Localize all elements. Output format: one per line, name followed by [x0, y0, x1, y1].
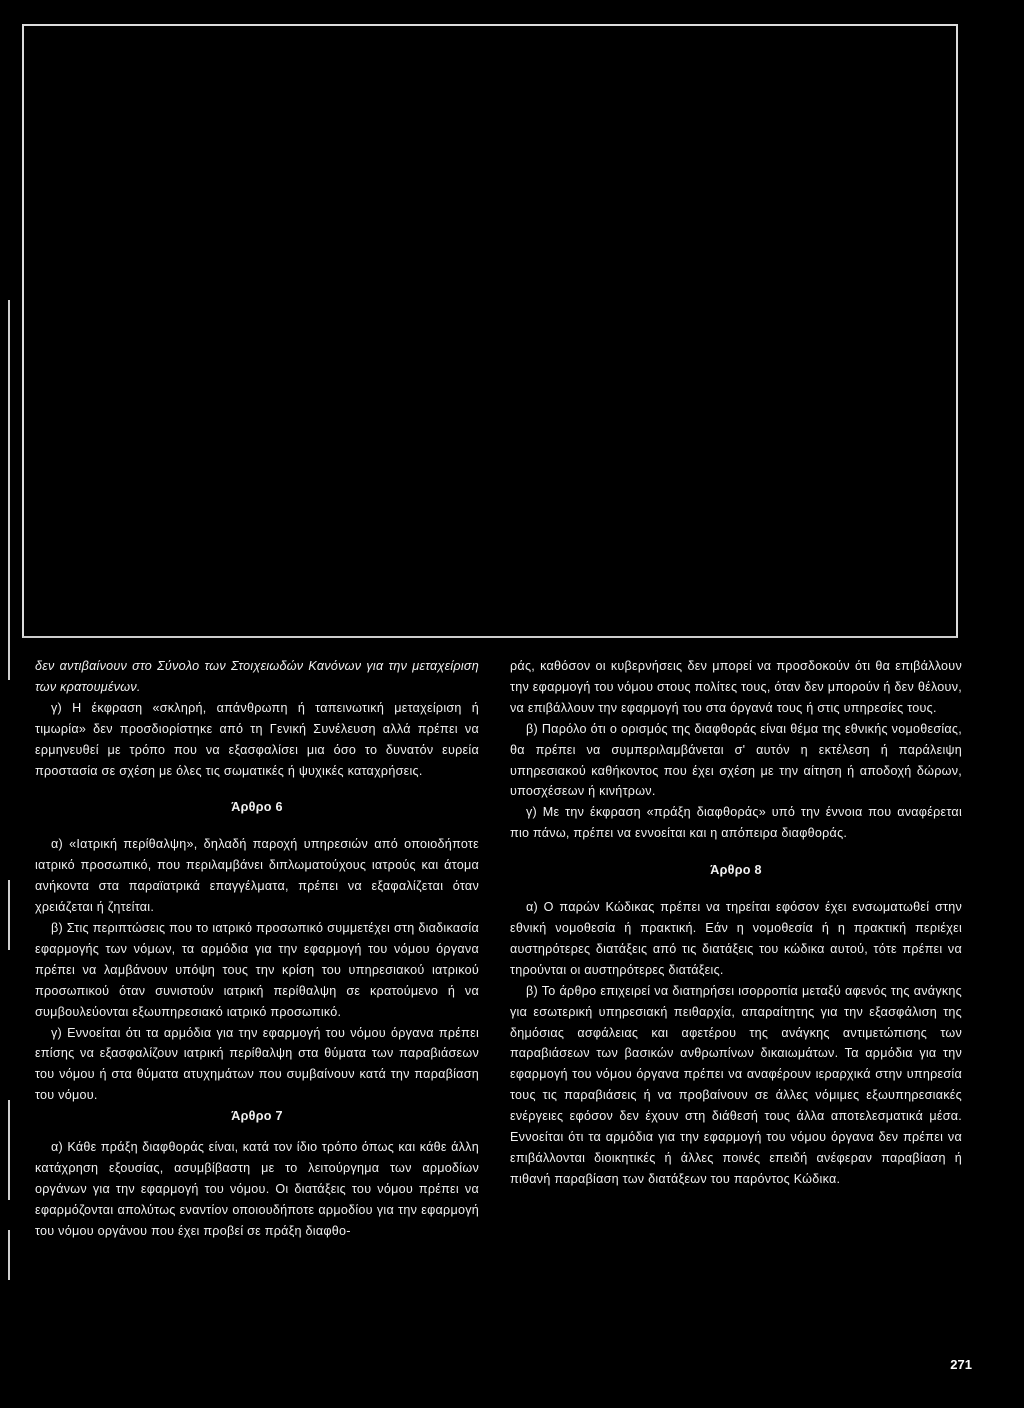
paragraph: γ) Με την έκφραση «πράξη διαφθοράς» υπό την έννοια που αναφέρεται πιο πάνω, πρέπει να εννοείται και η απόπειρα διαφθοράς. — [510, 805, 962, 841]
paragraph: β) Στις περιπτώσεις που το ιατρικό προσωπικό συμμετέχει στη διαδικασία εφαρμογής των νόμων, τα αρμόδια για την εφαρμογή του νόμου όργανα πρέπει να λαμβάνουν υπόψη τους την κρίση του υπηρεσιακού ιατρικού προσωπικού όταν συνιστούν ιατρική περίθαλψη σε κρατούμενο ή να συμβουλεύονται εξωυπηρεσιακό ιατρικό προσωπικό. — [35, 920, 479, 1019]
paragraph: ράς, καθόσον οι κυβερνήσεις δεν μπορεί να προσδοκούν ότι θα επιβάλλουν την εφαρμογή του νόμου στους πολίτες τους, όταν δεν μπορούν ή δεν θέλουν, να επιβάλλουν την εφαρμογή του στα όργανά τους ή στις υπηρεσίες τους. — [510, 659, 962, 715]
margin-rule — [8, 1100, 10, 1200]
paragraph: δεν αντιβαίνουν στο Σύνολο των Στοιχειωδών Κανόνων για την μεταχείριση των κρατουμένων. — [35, 659, 479, 694]
paragraph: γ) Εννοείται ότι τα αρμόδια για την εφαρμογή του νόμου όργανα πρέπει επίσης να εξασφαλίζουν ιατρική περίθαλψη στα θύματα των παραβιάσεων του νόμου ή στα θύματα ατυχημάτων που συμβαίνουν κατά την παραβίαση του νόμου. — [35, 1025, 479, 1103]
page-number: 271 — [950, 1357, 972, 1372]
margin-rule — [8, 1230, 10, 1280]
margin-rule — [8, 880, 10, 950]
paragraph: α) «Ιατρική περίθαλψη», δηλαδή παροχή υπηρεσιών από οποιοδήποτε ιατρικό προσωπικό, που περιλαμβάνει διπλωματούχους ιατρούς και άτομα ανήκοντα στα παραϊατρικά επαγγέλματα, πρέπει να εξαφαλίζεται όταν χρειάζεται ή ζητείται. — [35, 837, 479, 915]
margin-rule — [8, 300, 10, 680]
paragraph: α) Ο παρών Κώδικας πρέπει να τηρείται εφόσον έχει ενσωματωθεί στην εθνική νομοθεσία ή πρακτική. Εάν η νομοθεσία ή η πρακτική περιέχει αυστηρότερες διατάξεις από τις διατάξεις του κώδικα αυτού, τότε πρέπει να τηρούνται οι αυστηρότερες διατάξεις. — [510, 900, 962, 977]
paragraph: β) Το άρθρο επιχειρεί να διατηρήσει ισορροπία μεταξύ αφενός της ανάγκης για εσωτερική υπηρεσιακή πειθαρχία, απαραίτητης για την εξασφάλιση της δημόσιας ασφάλειας και αφετέρου της ανάγκης αντιμετώπισης των παραβιάσεων των βασικών ανθρωπίνων δικαιωμάτων. Τα αρμόδια για την εφαρμογή του νόμου όργανα πρέπει να αναφέρουν ιεραρχικά στην υπηρεσία τους τις παραβιάσεις ή να προβαίνουν σε άλλες νόμιμες εξωυπηρεσιακές ενέργειες εφόσον δεν έχουν στη διάθεσή τους άλλα αποτελεσματικά μέσα. Εννοείται ότι τα αρμόδια για την εφαρμογή του νόμου όργανα δεν πρέπει να επιβάλλονται διοικητικές ή άλλες ποινές επειδή ανέφεραν παραβίαση ή πιθανή παραβίαση των διατάξεων του παρόντος Κώδικα. — [510, 983, 962, 1186]
paragraph: β) Παρόλο ότι ο ορισμός της διαφθοράς είναι θέμα της εθνικής νομοθεσίας, θα πρέπει να συμπεριλαμβάνεται σ' αυτόν η εκτέλεση ή παράλειψη υπηρεσιακού καθήκοντος που έχει σχέση με την αίτηση ή αποδοχή δώρων, υποσχέσεων ή κινήτρων. — [510, 721, 962, 799]
article-6-heading: Άρθρο 6 — [231, 800, 283, 815]
paragraph: γ) Η έκφραση «σκληρή, απάνθρωπη ή ταπεινωτική μεταχείριση ή τιμωρία» δεν προσδιορίστηκε από τη Γενική Συνέλευση αλλά πρέπει να ερμηνευθεί με τρόπο που να εξασφαλίσει μια όσο το δυνατόν ευρεία προστασία σε σχέση με όλες τις σωματικές ή ψυχικές καταχρήσεις. — [35, 700, 479, 778]
paragraph: α) Κάθε πράξη διαφθοράς είναι, κατά τον ίδιο τρόπο όπως και κάθε άλλη κατάχρηση εξουσίας, ασυμβίβαστη με το λειτούργημα των αρμοδίων οργάνων για την εφαρμογή του νόμου. Οι διατάξεις του νόμου πρέπει να εφαρμόζονται απολύτως εναντίον οποιουδήποτε αρμοδίου για την εφαρμογή του νόμου οργάνου που έχει προβεί σε πράξη διαφθο- — [35, 1140, 479, 1238]
article-7-heading: Άρθρο 7 — [231, 1109, 283, 1124]
photo-frame — [22, 24, 958, 638]
right-column — [510, 656, 962, 1190]
left-column — [35, 656, 479, 1242]
article-8-heading: Άρθρο 8 — [710, 863, 762, 878]
